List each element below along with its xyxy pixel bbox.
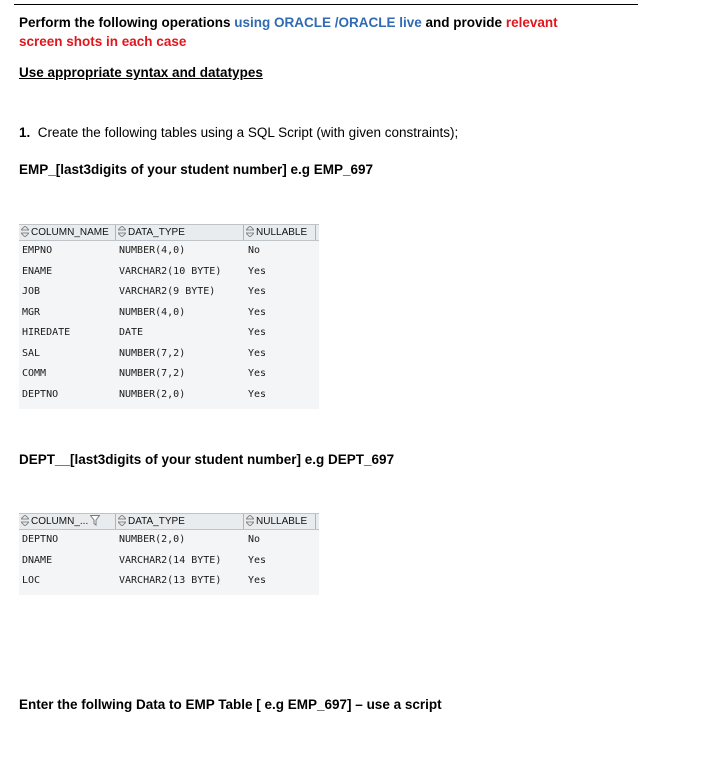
instruction-line-2: screen shots in each case [19,34,187,49]
dept-header-data-type[interactable]: DATA_TYPE [116,514,244,529]
sort-icon [21,226,29,237]
data-entry-instruction: Enter the follwing Data to EMP Table [ e.g EMP_697] – use a script [19,697,442,712]
syntax-note: Use appropriate syntax and datatypes [19,65,263,80]
emp-header-nullable[interactable]: NULLABLE [244,225,316,240]
emp-grid-header [19,224,319,241]
sort-icon [118,515,126,526]
sort-icon [21,515,29,526]
top-divider [14,4,638,5]
dept-header-column-name[interactable]: COLUMN_... [19,514,116,529]
emp-header-column-name[interactable]: COLUMN_NAME [19,225,116,240]
instruction-line-1: Perform the following operations using ORACLE /ORACLE live and provide relevant [19,15,558,30]
sort-icon [246,226,254,237]
dept-grid-header [19,513,319,530]
emp-columns-grid: COLUMN_NAME DATA_TYPE NULLABLE EMPNO NUMBER(4,0) No ENAME VARCHAR2(10 BYTE) Yes JOB VARCHAR2(9 BYTE) Yes MGR NUMBER(4,0) Yes HIREDATE DATE Yes SAL NUMBER(7,2) Yes COMM NUMBER(7,2) Yes DEPTNO NUMBER(2,0) Yes [19,224,319,409]
dept-table-title: DEPT__[last3digits of your student number] e.g DEPT_697 [19,452,395,467]
filter-icon[interactable] [90,515,100,526]
dept-header-nullable[interactable]: NULLABLE [244,514,316,529]
sort-icon [246,515,254,526]
emp-header-data-type[interactable]: DATA_TYPE [116,225,244,240]
emp-table-title: EMP_[last3digits of your student number] e.g EMP_697 [19,162,374,177]
question-1: 1. Create the following tables using a SQL Script (with given constraints); [19,125,459,140]
sort-icon [118,226,126,237]
dept-columns-grid: COLUMN_... DATA_TYPE NULLABLE DEPTNO NUMBER(2,0) No DNAME VARCHAR2(14 BYTE) Yes LOC VARCHAR2(13 BYTE) Yes [19,513,319,595]
